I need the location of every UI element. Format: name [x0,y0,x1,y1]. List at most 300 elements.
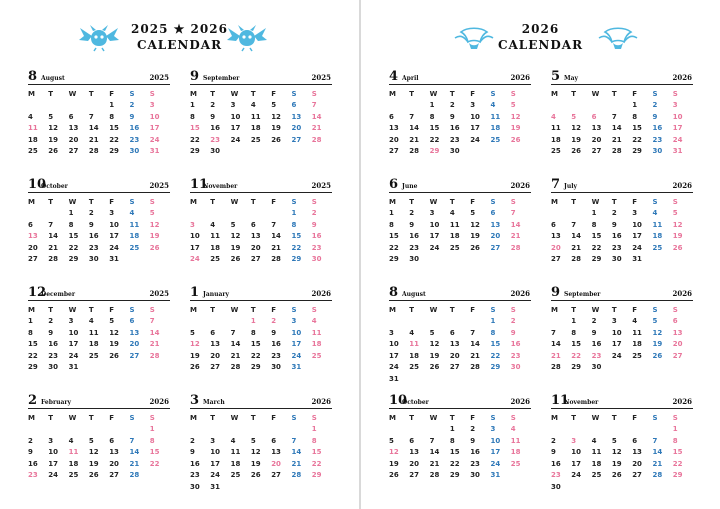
day-cell: 22 [68,243,79,252]
weekday-label: W [591,306,600,314]
day-cell: 15 [68,232,79,241]
month-header [190,70,332,85]
day-cell: 20 [591,135,602,144]
month-block [28,178,170,266]
day-cell: 29 [291,255,302,264]
day-cell: 14 [149,328,160,337]
day-cell: 8 [490,328,496,337]
day-cell: 31 [389,374,399,383]
day-cell: 23 [28,471,38,480]
day-cell: 22 [149,459,160,468]
day-cell: 24 [470,135,480,144]
empty-day [190,424,210,436]
day-cell: 10 [672,112,683,121]
day-cell: 26 [250,471,261,480]
empty-day [251,424,271,436]
day-cell: 7 [291,436,297,445]
day-cell: 16 [190,459,200,468]
day-cell: 8 [591,220,597,229]
weekday-label: S [149,306,155,314]
day-cell: 19 [470,232,480,241]
day-cell: 14 [551,340,561,349]
month-name: June [402,183,418,190]
weekday-label: T [611,306,617,314]
empty-day [28,208,48,220]
day-cell: 2 [652,101,658,109]
month-header [551,70,693,85]
day-cell: 11 [250,112,261,121]
empty-day [450,316,470,328]
month-name: September [564,291,601,298]
day-cell: 15 [250,340,261,349]
day-cell: 15 [28,340,38,349]
day-cell: 21 [149,340,160,349]
weekday-label: W [429,306,438,314]
day-cell: 31 [149,147,160,156]
day-cell: 23 [551,471,561,480]
day-cell: 30 [551,482,561,491]
day-cell: 2 [551,436,556,445]
right-page-header [361,18,720,58]
day-cell: 15 [449,448,460,457]
empty-day [291,424,311,436]
day-cell: 9 [88,220,94,229]
weekday-label: W [591,414,600,422]
day-cell: 8 [250,328,256,337]
day-cell: 24 [291,351,302,360]
empty-day [571,424,591,436]
day-cell: 10 [48,448,59,457]
month-name: December [41,291,76,298]
day-cell: 13 [109,448,119,457]
weekday-label: W [429,198,438,206]
day-cell: 4 [68,436,74,445]
weekday-label: T [449,198,455,206]
weekday-label: T [571,306,577,314]
day-cell: 5 [48,112,54,121]
day-cell: 4 [230,436,236,445]
day-cell: 18 [311,340,322,349]
day-cell: 1 [68,209,74,217]
day-cell: 29 [429,147,440,156]
day-cell: 2 [611,209,617,217]
day-cell: 6 [68,112,74,121]
day-cell: 28 [271,255,281,264]
day-cell: 28 [470,363,480,372]
day-cell: 25 [210,255,221,264]
weekday-label: M [389,90,396,98]
weekday-label: F [632,90,637,98]
day-cell: 30 [591,363,602,372]
day-cell: 6 [250,220,256,229]
day-cell: 15 [149,448,160,457]
day-cell: 22 [190,135,200,144]
day-cell: 18 [449,232,460,241]
weekday-label: S [510,414,516,422]
weekday-label: M [389,414,396,422]
day-cell: 14 [48,232,59,241]
day-cell: 24 [389,363,399,372]
weekday-label: T [409,198,415,206]
empty-day [430,424,450,436]
day-cell: 20 [291,124,302,133]
day-grid [190,412,332,494]
day-cell: 2 [510,317,516,325]
day-cell: 22 [109,135,119,144]
day-cell: 3 [48,436,54,445]
calendar-title: CALENDAR [497,38,584,52]
day-cell: 12 [389,448,399,457]
weekday-label: S [129,306,135,314]
month-name: September [203,75,240,82]
day-cell: 16 [28,459,38,468]
day-cell: 24 [632,243,642,252]
day-cell: 7 [48,220,54,229]
day-cell: 4 [311,317,317,325]
day-cell: 1 [429,101,435,109]
day-cell: 16 [611,232,622,241]
day-cell: 12 [611,448,622,457]
day-cell: 12 [149,220,160,229]
day-cell: 1 [291,209,297,217]
day-grid [551,304,693,374]
day-cell: 9 [591,328,597,337]
day-cell: 29 [250,363,261,372]
month-number: 11 [190,177,209,192]
day-cell: 15 [672,448,683,457]
month-year: 2026 [672,397,692,406]
day-cell: 29 [591,255,602,264]
day-cell: 27 [551,255,561,264]
day-cell: 21 [129,459,140,468]
day-cell: 24 [611,351,622,360]
day-cell: 13 [591,124,602,133]
day-cell: 19 [230,243,241,252]
day-cell: 2 [88,209,94,217]
day-cell: 28 [311,135,322,144]
day-cell: 9 [129,112,135,121]
day-cell: 21 [652,459,663,468]
day-cell: 16 [591,340,602,349]
month-name: January [203,291,229,298]
day-cell: 5 [611,436,617,445]
weekday-label: T [250,90,256,98]
day-cell: 27 [449,363,460,372]
month-block [28,286,170,374]
empty-day [612,424,632,436]
day-cell: 18 [68,459,79,468]
day-cell: 21 [571,243,582,252]
day-cell: 14 [311,112,322,121]
weekday-label: S [672,414,678,422]
day-cell: 26 [571,147,582,156]
day-cell: 25 [88,351,99,360]
day-cell: 10 [429,220,440,229]
weekday-label: W [429,414,438,422]
day-cell: 6 [109,436,115,445]
day-cell: 11 [210,232,221,241]
weekday-label: S [510,306,516,314]
empty-day [48,100,68,112]
day-cell: 1 [591,209,597,217]
day-cell: 31 [490,471,501,480]
day-cell: 27 [129,351,140,360]
day-cell: 29 [68,255,79,264]
day-grid [190,88,332,158]
day-cell: 24 [210,471,221,480]
empty-day [551,100,571,112]
weekday-label: T [409,90,415,98]
day-cell: 27 [632,471,642,480]
day-cell: 18 [210,243,221,252]
day-cell: 7 [311,101,317,109]
day-cell: 22 [571,351,582,360]
month-block [389,286,531,386]
day-cell: 8 [149,436,155,445]
weekday-label: S [490,198,496,206]
empty-day [69,424,89,436]
weekday-label: W [230,306,239,314]
day-cell: 6 [490,209,496,217]
day-cell: 4 [129,209,135,217]
day-cell: 29 [449,471,460,480]
month-year: 2026 [311,289,331,298]
day-cell: 19 [149,232,160,241]
empty-day [551,208,571,220]
weekday-label: S [311,90,317,98]
day-cell: 12 [571,124,582,133]
day-cell: 2 [449,101,455,109]
day-cell: 26 [230,255,241,264]
day-cell: 8 [291,220,297,229]
day-cell: 22 [672,459,683,468]
month-number: 5 [551,69,561,84]
month-block [551,178,693,266]
day-cell: 19 [48,135,59,144]
day-cell: 13 [250,232,261,241]
day-cell: 7 [470,328,476,337]
day-cell: 14 [652,448,663,457]
day-cell: 31 [109,255,119,264]
weekday-label: T [250,414,256,422]
day-cell: 25 [28,147,38,156]
weekday-label: T [88,306,94,314]
month-number: 9 [190,69,200,84]
day-cell: 26 [88,471,99,480]
day-cell: 19 [672,232,683,241]
day-cell: 4 [88,317,94,325]
month-year: 2025 [149,73,169,82]
day-cell: 16 [271,340,281,349]
day-cell: 25 [490,135,501,144]
day-cell: 6 [449,328,455,337]
month-block [28,70,170,158]
empty-day [109,424,129,436]
day-cell: 27 [672,351,683,360]
day-cell: 7 [88,112,94,121]
month-number: 10 [389,393,408,408]
day-cell: 9 [611,220,617,229]
weekday-label: W [591,198,600,206]
day-cell: 18 [652,232,663,241]
day-cell: 31 [672,147,683,156]
month-name: November [203,183,238,190]
day-cell: 24 [68,351,79,360]
day-grid [190,196,332,266]
day-cell: 18 [409,351,420,360]
day-cell: 17 [68,340,79,349]
month-block [551,70,693,158]
day-cell: 31 [291,363,302,372]
day-cell: 1 [149,425,155,433]
day-cell: 5 [429,328,435,337]
weekday-label: S [672,306,678,314]
month-block [389,394,531,482]
weekday-label: S [652,414,658,422]
day-cell: 12 [230,232,241,241]
empty-day [612,100,632,112]
day-cell: 30 [129,147,140,156]
day-cell: 18 [129,232,140,241]
weekday-label: M [28,198,35,206]
day-cell: 27 [68,147,79,156]
day-cell: 3 [291,317,297,325]
day-cell: 18 [591,459,602,468]
day-cell: 21 [88,135,99,144]
day-cell: 4 [409,328,415,337]
month-block [190,286,332,374]
day-cell: 5 [250,436,256,445]
weekday-label: T [210,198,216,206]
month-number: 3 [190,393,200,408]
day-cell: 5 [109,317,115,325]
day-cell: 2 [591,317,597,325]
empty-day [389,424,409,436]
day-cell: 15 [109,124,119,133]
day-cell: 1 [190,101,195,109]
day-cell: 10 [389,340,399,349]
month-header [28,70,170,85]
day-cell: 15 [429,124,440,133]
month-name: August [402,291,426,298]
day-cell: 16 [470,448,480,457]
day-cell: 14 [409,124,420,133]
month-year: 2026 [149,397,169,406]
day-cell: 31 [210,482,221,491]
month-name: August [41,75,65,82]
day-cell: 14 [510,220,521,229]
day-cell: 17 [490,448,501,457]
day-cell: 19 [611,459,622,468]
day-cell: 29 [389,255,399,264]
month-block [190,178,332,266]
day-cell: 24 [48,471,59,480]
day-cell: 1 [672,425,678,433]
day-cell: 16 [88,232,99,241]
day-cell: 27 [490,243,501,252]
day-cell: 28 [48,255,59,264]
empty-day [592,424,612,436]
day-cell: 22 [311,459,322,468]
day-cell: 18 [230,459,241,468]
day-cell: 12 [652,328,663,337]
month-header [551,178,693,193]
weekday-label: S [490,90,496,98]
month-block [389,178,531,266]
month-year: 2026 [311,397,331,406]
month-name: March [203,399,225,406]
day-cell: 16 [311,232,322,241]
day-cell: 7 [149,317,155,325]
weekday-label: F [632,414,637,422]
day-cell: 21 [311,124,322,133]
day-cell: 23 [311,243,322,252]
day-cell: 5 [149,209,155,217]
month-number: 11 [551,393,570,408]
month-block [190,70,332,158]
weekday-label: M [551,198,558,206]
day-cell: 2 [48,317,54,325]
day-cell: 9 [551,448,556,457]
weekday-label: T [48,306,54,314]
day-cell: 17 [571,459,582,468]
day-cell: 21 [291,459,302,468]
day-cell: 7 [429,436,435,445]
day-cell: 22 [250,351,261,360]
day-cell: 24 [490,459,501,468]
month-number: 10 [28,177,47,192]
day-cell: 25 [591,471,602,480]
day-cell: 27 [109,471,119,480]
day-cell: 26 [470,243,480,252]
day-cell: 20 [210,351,221,360]
day-cell: 8 [28,328,33,337]
empty-day [69,100,89,112]
weekday-label: S [291,414,297,422]
day-cell: 22 [490,351,501,360]
weekday-label: F [109,198,114,206]
day-cell: 19 [510,124,521,133]
empty-day [409,316,429,328]
left-page-header [0,18,359,58]
day-cell: 30 [611,255,622,264]
weekday-label: M [190,90,197,98]
day-cell: 19 [109,340,119,349]
weekday-label: S [672,198,678,206]
day-cell: 24 [672,135,683,144]
day-cell: 25 [409,363,420,372]
day-cell: 4 [250,101,256,109]
month-year: 2026 [672,289,692,298]
weekday-label: S [311,198,317,206]
day-cell: 11 [632,328,642,337]
empty-day [592,100,612,112]
day-cell: 1 [109,101,115,109]
day-cell: 28 [88,147,99,156]
weekday-label: M [28,90,35,98]
month-header [389,286,531,301]
day-cell: 2 [470,425,476,433]
day-cell: 17 [389,351,399,360]
day-cell: 21 [470,351,480,360]
day-cell: 14 [571,232,582,241]
day-cell: 23 [48,351,59,360]
day-cell: 12 [88,448,99,457]
day-cell: 15 [190,124,200,133]
day-cell: 15 [632,124,642,133]
day-cell: 12 [109,328,119,337]
weekday-label: T [88,198,94,206]
